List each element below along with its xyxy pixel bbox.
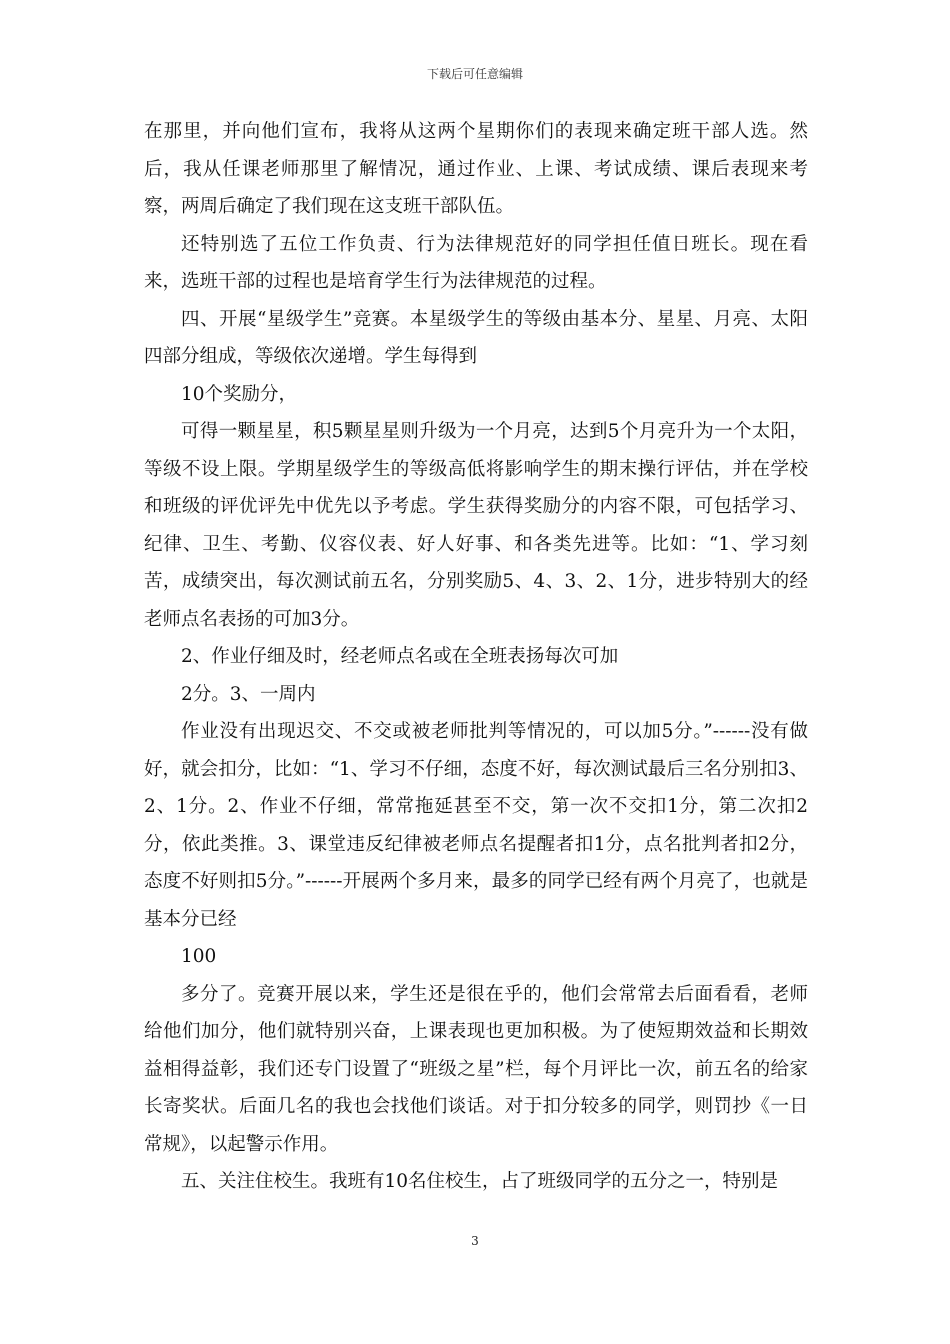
paragraph-11: 五、关注住校生。我班有10名住校生，占了班级同学的五分之一，特别是 (181, 1171, 779, 1192)
paragraph-4: 10个奖励分， (181, 383, 298, 405)
page-header: 下载后可任意编辑 (426, 67, 523, 81)
paragraph-3: 四、开展“星级学生”竞赛。本星级学生的等级由基本分、星星、月亮、太阳四部分组成，等级依次递增。学生每得到 (144, 308, 808, 367)
paragraph-2: 还特别选了五位工作负责、行为法律规范好的同学担任值日班长。现在看来，选班干部的过程也是培育学生行为法律规范的过程。 (144, 233, 808, 292)
paragraph-9: 100 (181, 946, 217, 967)
paragraph-10: 多分了。竞赛开展以来，学生还是很在乎的，他们会常常去后面看看，老师给他们加分，他们就特别兴奋，上课表现也更加积极。为了使短期效益和长期效益相得益彰，我们还专门设置了“班级之星”栏，每个月评比一次，前五名的给家长寄奖状。后面几名的我也会找他们谈话。对于扣分较多的同学，则罚抄《一日常规》，以起警示作用。 (144, 983, 808, 1155)
document-body (144, 113, 808, 1201)
page-number: 3 (471, 1234, 479, 1248)
paragraph-5: 可得一颗星星，积5颗星星则升级为一个月亮，达到5个月亮升为一个太阳，等级不设上限。学期星级学生的等级高低将影响学生的期末操行评估，并在学校和班级的评优评先中优先以予考虑。学生获得奖励分的内容不限，可包括学习、纪律、卫生、考勤、仪容仪表、好人好事、和各类先进等。比如：“1、学习刻苦，成绩突出，每次测试前五名，分别奖励5、4、3、2、1分，进步特别大的经老师点名表扬的可加3分。 (144, 421, 808, 630)
paragraph-1: 在那里，并向他们宣布，我将从这两个星期你们的表现来确定班干部人选。然后，我从任课老师那里了解情况，通过作业、上课、考试成绩、课后表现来考察，两周后确定了我们现在这支班干部队伍。 (144, 121, 808, 217)
paragraph-7: 2分。3、一周内 (181, 683, 316, 705)
paragraph-8: 作业没有出现迟交、不交或被老师批判等情况的，可以加5分。”------没有做好，就会扣分，比如：“1、学习不仔细，态度不好，每次测试最后三名分别扣3、2、1分。2、作业不仔细，常常拖延甚至不交，第一次不交扣1分，第二次扣2分，依此类推。3、课堂违反纪律被老师点名提醒者扣1分，点名批判者扣2分，态度不好则扣5分。”------开展两个多月来，最多的同学已经有两个月亮了，也就是基本分已经 (144, 721, 808, 930)
paragraph-6: 2、作业仔细及时，经老师点名或在全班表扬每次可加 (181, 646, 619, 667)
